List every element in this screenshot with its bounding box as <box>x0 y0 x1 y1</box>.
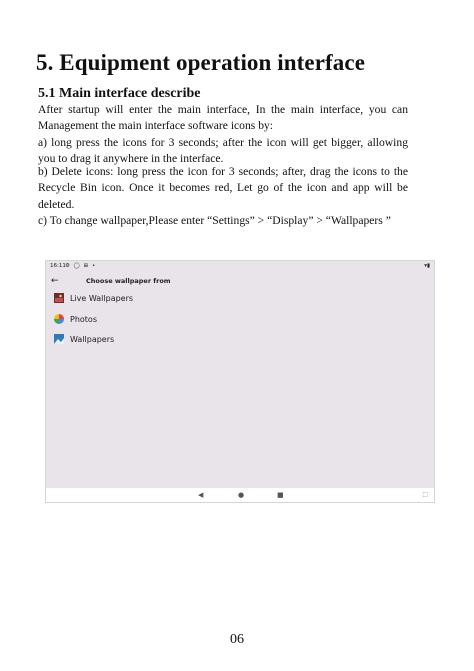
list-item-label: Photos <box>70 315 97 324</box>
paragraph-move-icons: a) long press the icons for 3 seconds; after the icon will get bigger, allowing you to drag it anywhere in the interface. <box>38 136 408 166</box>
status-bar <box>46 261 434 272</box>
nav-home-icon[interactable]: ● <box>238 491 245 499</box>
live-wallpapers-icon <box>54 293 64 303</box>
nav-recent-apps-icon[interactable]: ■ <box>277 491 284 499</box>
app-bar-title: Choose wallpaper from <box>86 277 171 285</box>
paragraph-intro: After startup will enter the main interface, In the main interface, you can Management the main interface software icons by: <box>38 103 408 133</box>
navigation-bar <box>46 488 434 502</box>
status-icons: ⚙ ◯ ⊞ • <box>65 263 97 269</box>
paragraph-change-wallpaper: c) To change wallpaper,Please enter “Settings” > “Display” > “Wallpapers ” <box>38 214 391 227</box>
app-bar <box>46 273 434 289</box>
page-number: 06 <box>230 632 244 647</box>
device-screenshot <box>45 260 435 503</box>
page-heading: 5. Equipment operation interface <box>36 50 366 75</box>
back-arrow-icon[interactable]: ← <box>51 276 59 286</box>
wifi-battery-icon: ▾▮ <box>424 263 430 269</box>
status-time: 16:11 <box>50 263 66 269</box>
nav-back-icon[interactable]: ◀ <box>198 491 204 499</box>
paragraph-delete-icons: b) Delete icons: long press the icon for 3 seconds; after, drag the icons to the Recycle Bin icon. Once it becomes red, Let go of the icon and app will be deleted. <box>38 165 408 211</box>
rotate-icon[interactable]: ⬚ <box>422 491 428 498</box>
list-item-label: Wallpapers <box>70 335 115 344</box>
section-subheading: 5.1 Main interface describe <box>38 86 201 101</box>
list-item-label: Live Wallpapers <box>70 294 134 303</box>
wallpapers-icon <box>54 334 64 344</box>
photos-icon <box>54 314 64 324</box>
